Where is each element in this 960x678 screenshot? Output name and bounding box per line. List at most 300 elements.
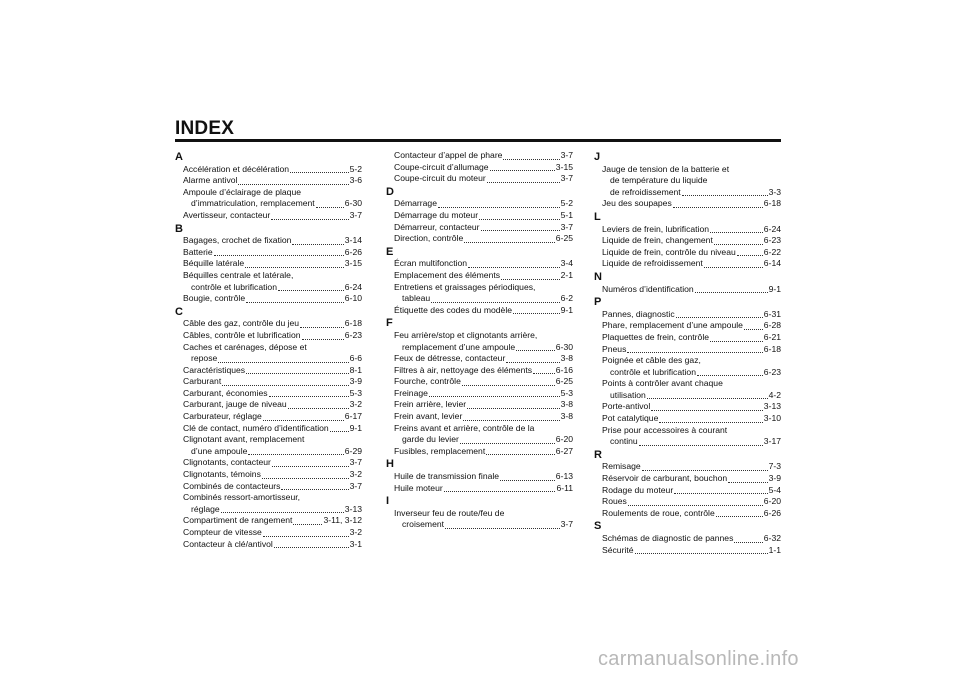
index-entry-text: Clé de contact, numéro d’identification [183, 422, 329, 433]
index-entry-line [602, 284, 781, 296]
index-page-ref: 3-15 [344, 258, 362, 269]
index-entry-line [602, 309, 781, 321]
dot-leader [479, 219, 560, 220]
index-entry [386, 399, 573, 411]
index-letter: J [594, 151, 601, 163]
index-page-ref: 6-22 [763, 246, 781, 257]
dot-leader [281, 489, 348, 490]
index-page-ref: 6-25 [555, 233, 573, 244]
index-page-ref: 9-1 [349, 422, 362, 433]
dot-leader [682, 195, 768, 196]
index-entry-line [183, 423, 362, 435]
index-entry-text: Réservoir de carburant, bouchon [602, 473, 728, 484]
dot-leader [214, 255, 344, 256]
index-entry-line [183, 164, 362, 176]
index-page-ref: 3-2 [349, 527, 362, 537]
index-page-ref: 6-11 [556, 482, 573, 493]
index-entry-text: garde du levier [402, 434, 459, 445]
index-entry [386, 173, 573, 185]
index-entry-text: Phare, remplacement d’une ampoule [602, 320, 743, 331]
index-entry [594, 485, 781, 497]
index-entry [386, 150, 573, 162]
index-entry-line [602, 390, 781, 402]
dot-leader [639, 445, 763, 446]
index-entry [386, 471, 573, 483]
dot-leader [302, 339, 344, 340]
index-page-ref: 6-23 [763, 235, 781, 246]
index-entry [175, 527, 362, 539]
index-entry-line [183, 539, 362, 551]
dot-leader [676, 317, 763, 318]
index-entry-text: Freins avant et arrière, contrôle de la [394, 422, 535, 433]
index-entry-text: Freinage [394, 387, 428, 398]
index-entry [386, 162, 573, 174]
index-entry-line [602, 320, 781, 332]
index-page-ref: 3-7 [349, 209, 362, 220]
index-entry [175, 318, 362, 330]
index-entry-line [183, 457, 362, 469]
index-entry-line [394, 446, 573, 458]
index-entry [386, 270, 573, 282]
dot-leader [330, 431, 349, 432]
index-entry-text: Contacteur d’appel de phare [394, 150, 503, 160]
index-page-ref: 3-14 [344, 235, 362, 246]
index-entry [175, 515, 362, 527]
index-entry-text: Liquide de frein, contrôle du niveau [602, 246, 736, 257]
dot-leader [246, 373, 348, 374]
dot-leader [516, 350, 555, 351]
index-entry-text: Combinés de contacteurs [183, 480, 281, 491]
index-entry-text: Démarrage [394, 198, 437, 209]
index-entry-text: de température du liquide [610, 175, 708, 186]
index-page-ref: 6-18 [344, 318, 362, 329]
index-entry-text: Filtres à air, nettoyage des éléments [394, 364, 533, 375]
index-page-ref: 6-13 [555, 471, 573, 482]
index-entry-text: Carburateur, réglage [183, 411, 262, 422]
index-entry-line [183, 469, 362, 481]
index-entry-text: Direction, contrôle [394, 233, 464, 244]
index-entry-line [602, 473, 781, 485]
index-entry-line [602, 235, 781, 247]
index-entry-text: Caractéristiques [183, 364, 246, 375]
index-entry-line [602, 247, 781, 259]
index-entry [386, 483, 573, 495]
index-page-ref: 6-10 [344, 293, 362, 304]
index-entry-line [394, 270, 573, 282]
index-entry-text: Carburant, jauge de niveau [183, 399, 287, 410]
index-entry-line [394, 388, 573, 400]
index-page-ref: 3-10 [763, 413, 781, 424]
index-entry-text: Frein avant, levier [394, 411, 463, 422]
index-entry-text: Béquille latérale [183, 258, 245, 269]
index-entry [175, 270, 362, 293]
title-rule [175, 139, 781, 142]
index-page-ref: 6-2 [560, 293, 573, 304]
index-entry-text: Frein arrière, levier [394, 399, 467, 410]
index-entry [594, 284, 781, 296]
index-letter: A [175, 151, 183, 163]
index-entry [386, 305, 573, 317]
index-entry [594, 378, 781, 401]
index-entry-line [602, 187, 781, 199]
index-entry-text: Avertisseur, contacteur [183, 209, 271, 220]
index-letter: E [386, 245, 394, 258]
index-entry-line [602, 436, 781, 448]
index-entry [175, 365, 362, 377]
index-entry-text: Feux de détresse, contacteur [394, 353, 506, 364]
dot-leader [728, 482, 767, 483]
index-page-ref: 6-17 [344, 411, 362, 422]
index-entry [594, 508, 781, 520]
index-entry-line [394, 233, 573, 245]
index-entry-line [394, 519, 573, 531]
dot-leader [704, 267, 763, 268]
index-entry-text: Coupe-circuit d’allumage [394, 161, 489, 172]
index-entry [386, 258, 573, 270]
index-letter: C [175, 305, 183, 318]
index-entry-text: Prise pour accessoires à courant [602, 424, 728, 435]
index-page-ref: 5-3 [349, 387, 362, 398]
index-entry-line [394, 434, 573, 446]
index-entry-line [394, 365, 573, 377]
dot-leader [238, 184, 348, 185]
index-entry-text: Roues [602, 496, 627, 507]
dot-leader [486, 454, 555, 455]
index-page-ref: 6-29 [344, 445, 362, 456]
index-entry-line [183, 282, 362, 294]
index-page-ref: 3-6 [349, 175, 362, 186]
index-entry-line [394, 150, 573, 162]
dot-leader [221, 512, 344, 513]
index-entry-text: Coupe-circuit du moteur [394, 173, 486, 184]
dot-leader [278, 290, 344, 291]
index-entry-line [602, 485, 781, 497]
index-entry-text: Carburant [183, 376, 222, 387]
dot-leader [463, 420, 559, 421]
index-page-ref: 9-1 [768, 283, 781, 294]
index-letter: I [386, 495, 390, 508]
index-page-ref: 3-3 [768, 186, 781, 197]
index-entry-text: Points à contrôler avant chaque [602, 378, 723, 389]
index-page-ref: 6-30 [555, 341, 573, 352]
index-entry-text: Roulements de roue, contrôle [602, 507, 715, 518]
index-entry-text: Démarreur, contacteur [394, 221, 480, 232]
dot-leader [246, 302, 344, 303]
index-letter: D [386, 185, 394, 198]
index-entry [594, 545, 781, 557]
index-entry-line [602, 413, 781, 425]
index-entry-text: Entretiens et graissages périodiques, [394, 281, 536, 292]
index-page-ref: 3-13 [763, 401, 781, 412]
index-entry-line [183, 330, 362, 342]
index-page-ref: 6-20 [763, 496, 781, 507]
index-entry-line [183, 247, 362, 259]
index-page-ref: 3-7 [560, 519, 573, 530]
index-page-ref: 6-16 [555, 364, 573, 375]
index-entry-text: d’immatriculation, remplacement [191, 198, 315, 209]
index-entry-line [183, 376, 362, 388]
index-entry-text: contrôle et lubrification [610, 366, 696, 377]
dot-leader [533, 373, 555, 374]
index-entry [386, 508, 573, 531]
index-entry-line [602, 258, 781, 270]
dot-leader [263, 536, 349, 537]
index-page-ref: 3-1 [349, 538, 362, 549]
dot-leader [673, 207, 763, 208]
index-page-ref: 6-18 [763, 198, 781, 209]
index-entry [175, 175, 362, 187]
index-entry [386, 198, 573, 210]
dot-leader [695, 292, 768, 293]
dot-leader [269, 396, 349, 397]
index-entry-text: contrôle et lubrification [191, 281, 277, 292]
dot-leader [487, 182, 560, 183]
index-entry [175, 457, 362, 469]
index-entry-text: croisement [402, 519, 445, 530]
dot-leader [674, 493, 767, 494]
index-entry-text: Jeu des soupapes [602, 198, 672, 209]
index-entry [386, 376, 573, 388]
index-entry-text: Huile moteur [394, 482, 443, 493]
dot-leader [697, 375, 763, 376]
index-entry-text: Batterie [183, 246, 213, 257]
index-entry [594, 413, 781, 425]
index-entry-text: Clignotant avant, remplacement [183, 434, 305, 445]
index-entry-text: Béquilles centrale et latérale, [183, 269, 294, 280]
index-entry-line [602, 533, 781, 545]
index-entry [386, 388, 573, 400]
index-entry-text: Huile de transmission finale [394, 471, 500, 482]
dot-leader [262, 478, 349, 479]
index-entry-text: Compartiment de rangement [183, 515, 293, 526]
index-page-ref: 5-2 [560, 198, 573, 209]
index-entry-line [394, 342, 573, 354]
dot-leader [438, 207, 560, 208]
index-entry-line [183, 365, 362, 377]
index-page-ref: 3-17 [763, 436, 781, 447]
index-page-ref: 3-4 [560, 258, 573, 269]
index-entry [594, 332, 781, 344]
index-page-ref: 6-24 [344, 281, 362, 292]
dot-leader [710, 341, 763, 342]
index-entry [175, 492, 362, 515]
index-entry-line [394, 198, 573, 210]
index-entry-line [183, 353, 362, 365]
index-page-ref: 3-7 [349, 457, 362, 468]
index-entry-line [602, 461, 781, 473]
index-entry-text: Emplacement des éléments [394, 269, 501, 280]
dot-leader [288, 408, 349, 409]
index-entry-text: Caches et carénages, dépose et [183, 341, 307, 352]
index-entry [386, 222, 573, 234]
index-entry-text: Clignotants, contacteur [183, 457, 271, 468]
index-entry-text: Alarme antivol [183, 175, 238, 186]
index-entry-text: Accélération et décélération [183, 163, 290, 174]
index-page-ref: 3-11, 3-12 [323, 515, 362, 526]
index-entry-line [394, 162, 573, 174]
index-page-ref: 7-3 [768, 461, 781, 472]
index-page-ref: 3-7 [349, 480, 362, 491]
index-entry-line [394, 293, 573, 305]
index-letter: R [594, 448, 602, 461]
index-entry [594, 224, 781, 236]
dot-leader [710, 232, 763, 233]
index-entry-text: Pneus [602, 343, 627, 354]
index-entry-text: Leviers de frein, lubrification [602, 223, 709, 234]
dot-leader [500, 480, 555, 481]
index-entry-text: Plaquettes de frein, contrôle [602, 331, 710, 342]
index-entry [594, 355, 781, 378]
index-entry-line [183, 293, 362, 305]
index-page-ref: 5-3 [560, 387, 573, 398]
index-page-ref: 6-14 [763, 258, 781, 269]
dot-leader [271, 219, 348, 220]
index-letter: B [175, 222, 183, 235]
index-entry [386, 353, 573, 365]
index-page-ref: 6-6 [349, 353, 362, 364]
dot-leader [744, 329, 763, 330]
index-entry-text: Combinés ressort-amortisseur, [183, 492, 301, 503]
index-letter: P [594, 296, 602, 309]
dot-leader [431, 302, 559, 303]
index-entry [386, 423, 573, 446]
index-entry-line [394, 305, 573, 317]
index-entry [386, 330, 573, 353]
index-entry [594, 496, 781, 508]
watermark: carmanualsonline.info [598, 648, 799, 670]
dot-leader [445, 528, 560, 529]
index-page-ref: 6-31 [763, 308, 781, 319]
index-column-3 [594, 150, 781, 556]
dot-leader [429, 396, 560, 397]
index-entry-text: repose [191, 353, 218, 364]
index-entry-text: Numéros d’identification [602, 283, 694, 294]
index-entry [175, 342, 362, 365]
dot-leader [659, 422, 762, 423]
index-page-ref: 4-2 [768, 389, 781, 400]
index-entry-line [394, 399, 573, 411]
index-entry [594, 247, 781, 259]
index-entry-text: Ampoule d’éclairage de plaque [183, 186, 302, 197]
dot-leader [503, 159, 559, 160]
index-entry [175, 293, 362, 305]
index-page-ref: 5-2 [349, 163, 362, 174]
dot-leader [293, 524, 322, 525]
index-page-ref: 5-4 [768, 484, 781, 495]
index-page-ref: 3-2 [349, 399, 362, 410]
index-page-ref: 3-7 [560, 150, 573, 160]
index-entry-line [183, 388, 362, 400]
index-entry-line [602, 367, 781, 379]
index-entry-line [602, 198, 781, 210]
dot-leader [292, 244, 343, 245]
index-page-ref: 6-25 [555, 376, 573, 387]
index-entry-text: Sécurité [602, 544, 634, 555]
index-entry-text: de refroidissement [610, 186, 681, 197]
dot-leader [513, 313, 560, 314]
index-page-ref: 3-8 [560, 353, 573, 364]
index-entry [175, 210, 362, 222]
index-entry [594, 235, 781, 247]
dot-leader [501, 279, 560, 280]
index-page-ref: 6-21 [763, 331, 781, 342]
index-entry-text: Rodage du moteur [602, 484, 674, 495]
index-page-ref: 6-23 [344, 329, 362, 340]
index-entry-text: Démarrage du moteur [394, 209, 479, 220]
index-entry [594, 198, 781, 210]
index-entry-line [394, 173, 573, 185]
index-entry-text: Compteur de vitesse [183, 527, 262, 537]
index-entry [594, 401, 781, 413]
index-entry-text: Remisage [602, 461, 641, 472]
index-entry [386, 233, 573, 245]
index-page-ref: 3-7 [560, 173, 573, 184]
index-entry-line [394, 483, 573, 495]
index-entry-line [394, 210, 573, 222]
index-entry [594, 320, 781, 332]
index-entry [175, 235, 362, 247]
index-entry [175, 423, 362, 435]
index-letter: N [594, 270, 602, 283]
index-entry [594, 533, 781, 545]
index-entry [594, 258, 781, 270]
index-page-ref: 9-1 [560, 304, 573, 315]
dot-leader [300, 327, 344, 328]
index-entry-line [183, 446, 362, 458]
index-entry-text: réglage [191, 503, 220, 514]
index-page-ref: 6-26 [763, 507, 781, 518]
dot-leader [248, 454, 343, 455]
index-entry [594, 309, 781, 321]
dot-leader [316, 207, 344, 208]
index-entry-line [183, 210, 362, 222]
index-letter: L [594, 210, 601, 223]
index-page-ref: 3-7 [560, 221, 573, 232]
dot-leader [642, 470, 768, 471]
dot-leader [263, 420, 344, 421]
dot-leader [716, 516, 763, 517]
index-entry [386, 411, 573, 423]
index-entry-text: Étiquette des codes du modèle [394, 304, 513, 315]
index-entry-line [602, 508, 781, 520]
index-entry-text: Carburant, économies [183, 387, 268, 398]
index-entry-text: Câbles, contrôle et lubrification [183, 329, 301, 340]
index-entry-text: Liquide de frein, changement [602, 235, 713, 246]
index-entry [175, 539, 362, 551]
index-entry [175, 469, 362, 481]
dot-leader [290, 172, 349, 173]
page-title: INDEX [175, 118, 235, 139]
index-entry [175, 376, 362, 388]
index-entry-line [602, 545, 781, 557]
index-entry-line [183, 515, 362, 527]
index-entry [175, 330, 362, 342]
index-page-ref: 3-8 [560, 411, 573, 422]
dot-leader [651, 410, 763, 411]
dot-leader [460, 443, 555, 444]
index-page-ref: 2-1 [560, 269, 573, 280]
index-entry [175, 399, 362, 411]
index-entry [594, 164, 781, 199]
index-entry [386, 365, 573, 377]
index-page-ref: 6-28 [763, 320, 781, 331]
index-entry-text: Fusibles, remplacement [394, 445, 486, 456]
index-entry-line [183, 258, 362, 270]
index-letter: S [594, 520, 602, 533]
index-page-ref: 1-1 [768, 544, 781, 555]
index-entry [594, 461, 781, 473]
index-page-ref: 3-2 [349, 469, 362, 480]
